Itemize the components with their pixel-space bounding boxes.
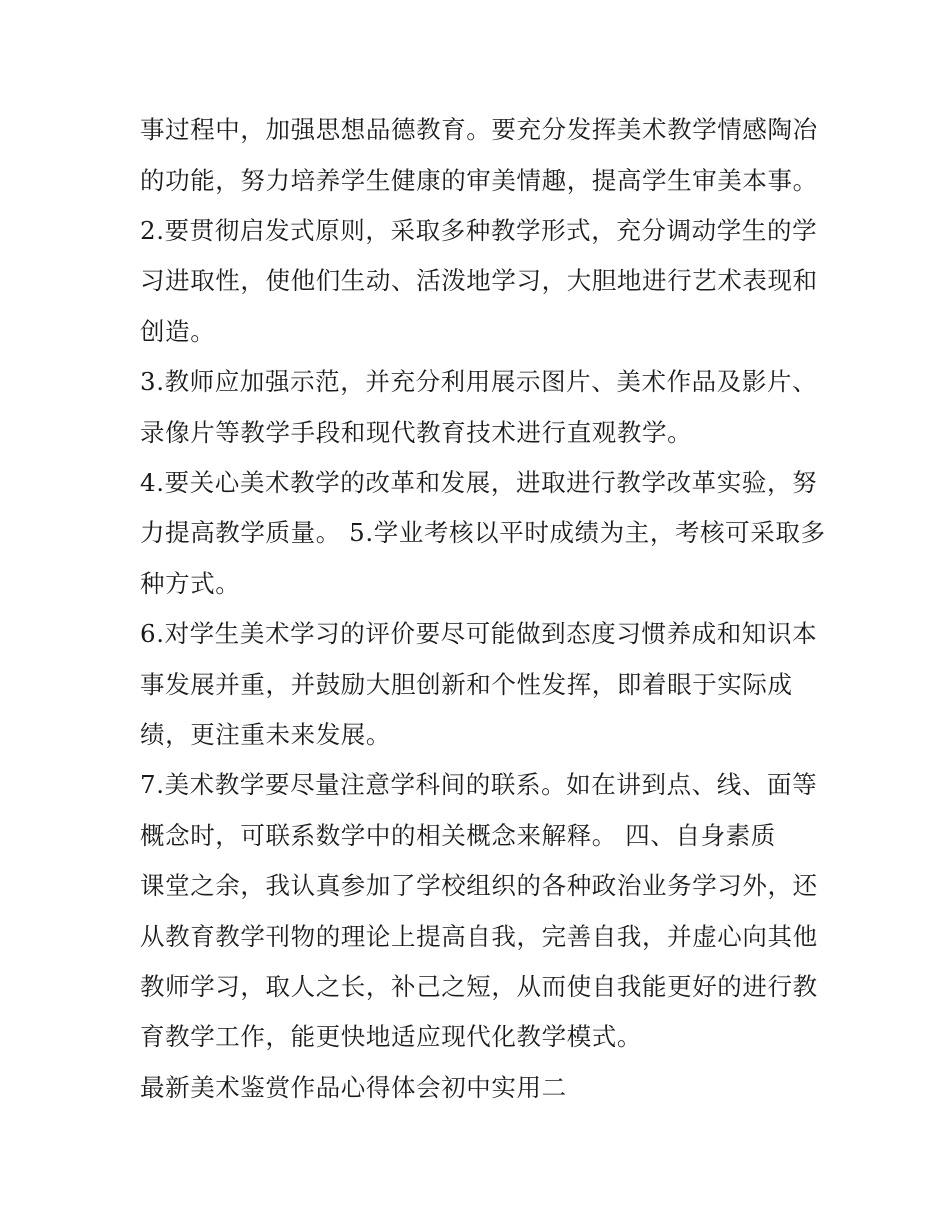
text-line: 事发展并重，并鼓励大胆创新和个性发挥，即着眼于实际成 (140, 670, 793, 699)
text-line: 绩，更注重未来发展。 (140, 720, 391, 749)
text-line: 6.对学生美术学习的评价要尽可能做到态度习惯养成和知识本 (140, 619, 818, 648)
text-line: 课堂之余，我认真参加了学校组织的各种政治业务学习外，还 (140, 871, 818, 900)
text-line: 的功能，努力培养学生健康的审美情趣，提高学生审美本事。 (140, 166, 818, 195)
text-line: 4.要关心美术教学的改革和发展，进取进行教学改革实验，努 (140, 468, 818, 497)
text-line: 从教育教学刊物的理论上提高自我，完善自我，并虚心向其他 (140, 922, 818, 951)
text-line: 2.要贯彻启发式原则，采取多种教学形式，充分调动学生的学 (140, 216, 818, 245)
text-line: 概念时，可联系数学中的相关概念来解释。 四、自身素质 (140, 821, 776, 850)
text-line: 习进取性，使他们生动、活泼地学习，大胆地进行艺术表现和 (140, 266, 818, 295)
text-line: 事过程中，加强思想品德教育。要充分发挥美术教学情感陶冶 (140, 115, 818, 144)
text-line: 育教学工作，能更快地适应现代化教学模式。 (140, 1022, 642, 1051)
text-line: 创造。 (140, 317, 216, 346)
text-line: 种方式。 (140, 569, 241, 598)
text-line: 3.教师应加强示范，并充分利用展示图片、美术作品及影片、 (140, 367, 818, 396)
section-heading: 最新美术鉴赏作品心得体会初中实用二 (140, 1073, 567, 1102)
text-line: 力提高教学质量。 5.学业考核以平时成绩为主，考核可采取多 (140, 518, 826, 547)
text-line: 7.美术教学要尽量注意学科间的联系。如在讲到点、线、面等 (140, 770, 818, 799)
text-line: 教师学习，取人之长，补己之短，从而使自我能更好的进行教 (140, 972, 818, 1001)
text-line: 录像片等教学手段和现代教育技术进行直观教学。 (140, 418, 693, 447)
